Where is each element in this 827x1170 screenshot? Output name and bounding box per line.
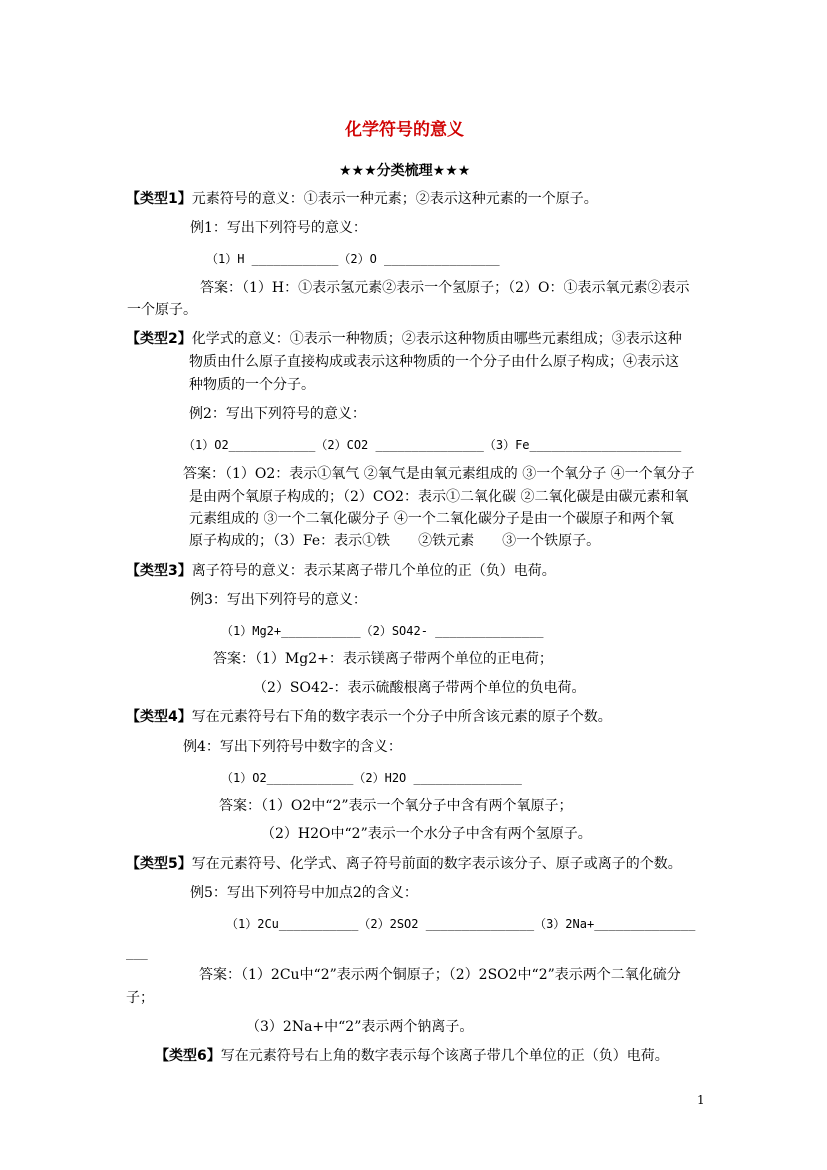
page-number: 1 bbox=[697, 1093, 705, 1107]
type1-tag: 【类型1】 bbox=[126, 191, 192, 207]
type2-text-line2: 物质由什么原子直接构成或表示这种物质的一个分子由什么原子构成；④表示这 bbox=[189, 354, 679, 370]
type3-answer-line1: 答案：（1）Mg2+：表示镁离子带两个单位的正电荷； bbox=[213, 651, 553, 667]
type2-tag: 【类型2】 bbox=[126, 331, 192, 347]
type3-answer-line2: （2）SO42-：表示硫酸根离子带两个单位的负电荷。 bbox=[253, 680, 586, 696]
type5-example: 例5：写出下列符号中加点2的含义： bbox=[190, 885, 418, 901]
type4-tag: 【类型4】 bbox=[126, 709, 192, 725]
type6-tag: 【类型6】 bbox=[155, 1048, 221, 1064]
type3-tag: 【类型3】 bbox=[126, 563, 192, 579]
type5-tag: 【类型5】 bbox=[126, 856, 192, 872]
type4-line bbox=[126, 707, 612, 727]
type1-question: （1）H ____________（2）O ________________ bbox=[206, 252, 500, 266]
type4-example: 例4：写出下列符号中数字的含义： bbox=[183, 739, 402, 755]
type3-text: 离子符号的意义：表示某离子带几个单位的正（负）电荷。 bbox=[191, 563, 556, 579]
type4-question: （1）O2____________（2）H2O _______________ bbox=[221, 771, 522, 785]
type2-example: 例2：写出下列符号的意义： bbox=[189, 406, 366, 422]
type6-line bbox=[155, 1046, 669, 1066]
type3-example: 例3：写出下列符号的意义： bbox=[190, 592, 367, 608]
type2-answer-line3: 元素组成的 ③一个二氧化碳分子 ④一个二氧化碳分子是由一个碳原子和两个氧 bbox=[189, 511, 674, 527]
type4-answer-line2: （2）H2O中“2”表示一个水分子中含有两个氢原子。 bbox=[261, 826, 592, 842]
type3-line bbox=[126, 561, 556, 581]
type6-text: 写在元素符号右上角的数字表示每个该离子带几个单位的正（负）电荷。 bbox=[220, 1048, 669, 1064]
section-subtitle: ★★★分类梳理★★★ bbox=[339, 163, 471, 179]
type5-answer-line2: 子； bbox=[126, 990, 154, 1006]
type5-question-continued: ___ bbox=[126, 946, 148, 960]
type1-answer-line1: 答案：（1）H：①表示氢元素②表示一个氢原子；（2）O：①表示氧元素②表示 bbox=[200, 280, 690, 296]
type1-answer-line2: 一个原子。 bbox=[127, 302, 197, 318]
type3-question: （1）Mg2+___________（2）SO42- _______________ bbox=[221, 624, 544, 638]
type5-answer-line1: 答案：（1）2Cu中“2”表示两个铜原子；（2）2SO2中“2”表示两个二氧化硫分 bbox=[199, 967, 681, 983]
type2-line1 bbox=[126, 329, 682, 349]
type2-question: （1）O2____________（2）CO2 _______________（3）Fe_____________________ bbox=[183, 438, 682, 452]
type2-answer-line2: 是由两个氧原子构成的；（2）CO2：表示①二氧化碳 ②二氧化碳是由碳元素和氧 bbox=[189, 489, 689, 505]
type1-line bbox=[126, 189, 598, 209]
type5-question: （1）2Cu___________（2）2SO2 _______________（3）2Na+______________ bbox=[226, 917, 696, 931]
type4-answer-line1: 答案：（1）O2中“2”表示一个氧分子中含有两个氧原子； bbox=[219, 798, 573, 814]
type5-text: 写在元素符号、化学式、离子符号前面的数字表示该分子、原子或离子的个数。 bbox=[191, 856, 682, 872]
type4-text: 写在元素符号右下角的数字表示一个分子中所含该元素的原子个数。 bbox=[191, 709, 612, 725]
page-title: 化学符号的意义 bbox=[345, 120, 464, 140]
type5-line bbox=[126, 854, 682, 874]
type1-example: 例1：写出下列符号的意义： bbox=[190, 220, 367, 236]
type2-answer-line1: 答案：（1）O2：表示①氧气 ②氧气是由氧元素组成的 ③一个氧分子 ④一个氧分子 bbox=[183, 466, 695, 482]
type2-answer-line4: 原子构成的；（3）Fe：表示①铁 ②铁元素 ③一个铁原子。 bbox=[189, 533, 601, 549]
type5-answer-line3: （3）2Na+中“2”表示两个钠离子。 bbox=[246, 1019, 474, 1035]
type2-text-line1: 化学式的意义：①表示一种物质；②表示这种物质由哪些元素组成；③表示这种 bbox=[191, 331, 682, 347]
type1-text: 元素符号的意义：①表示一种元素；②表示这种元素的一个原子。 bbox=[191, 191, 598, 207]
type2-text-line3: 种物质的一个分子。 bbox=[189, 377, 315, 393]
